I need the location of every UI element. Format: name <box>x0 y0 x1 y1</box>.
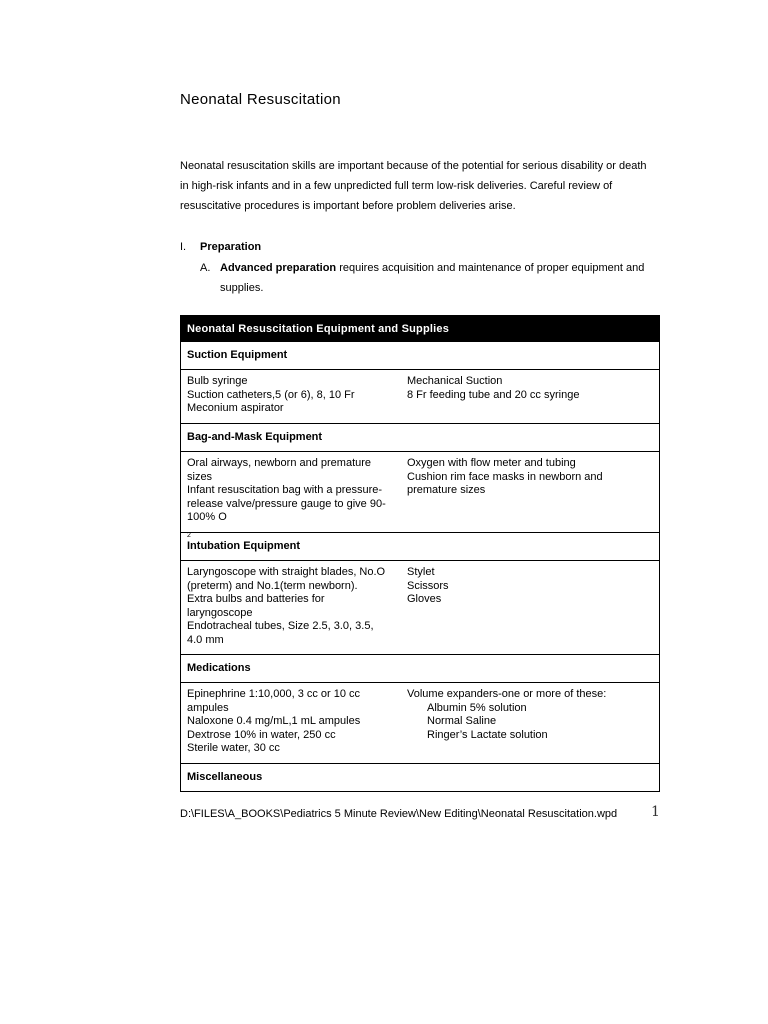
item: Normal Saline <box>427 715 497 727</box>
section-title: Preparation <box>200 241 262 253</box>
subsection-text-cont: supplies. <box>220 282 264 294</box>
item: Mechanical Suction <box>407 375 503 387</box>
equipment-table <box>180 315 660 792</box>
item: Sterile water, 30 cc <box>187 742 280 754</box>
category-bag-mask: Bag-and-Mask Equipment <box>181 423 659 451</box>
item: Bulb syringe <box>187 375 248 387</box>
item-o2-text: 100% O <box>187 511 227 523</box>
item: Oral airways, newborn and premature <box>187 457 372 469</box>
section-number: I. <box>180 241 187 253</box>
category-suction: Suction Equipment <box>181 341 659 369</box>
item: sizes <box>187 470 213 483</box>
section-heading <box>180 237 261 257</box>
subsection-a <box>200 258 660 298</box>
items-left <box>187 457 407 539</box>
item: Suction catheters,5 (or 6), 8, 10 Fr <box>187 388 355 401</box>
page-title: Neonatal Resuscitation <box>180 91 341 108</box>
intro-line: Neonatal resuscitation skills are important because of the potential for serious disability or death <box>180 160 647 172</box>
item: release valve/pressure gauge to give 90- <box>187 497 386 510</box>
item: (preterm) and No.1(term newborn). <box>187 579 358 592</box>
item: Epinephrine 1:10,000, 3 cc or 10 cc <box>187 688 361 700</box>
item: 4.0 mm <box>187 633 224 646</box>
intro-line: resuscitative procedures is important before problem deliveries arise. <box>180 200 516 212</box>
subsection-bold: Advanced preparation <box>220 262 337 274</box>
item: Volume expanders-one or more of these: <box>407 688 607 700</box>
item: Laryngoscope with straight blades, No.O <box>187 566 386 578</box>
items-bag-mask <box>181 451 659 539</box>
item: Ringer’s Lactate solution <box>427 728 548 741</box>
items-suction <box>181 369 659 423</box>
item: laryngoscope <box>187 606 253 619</box>
items-left <box>187 375 407 416</box>
item: Meconium aspirator <box>187 402 284 414</box>
item: 8 Fr feeding tube and 20 cc syringe <box>407 388 580 401</box>
items-left <box>187 566 407 647</box>
item: Endotracheal tubes, Size 2.5, 3.0, 3.5, <box>187 620 374 632</box>
item: ampules <box>187 701 229 714</box>
category-intubation: Intubation Equipment <box>181 532 659 560</box>
o2-subscript: 2 <box>187 531 191 539</box>
subsection-letter: A. <box>200 262 211 274</box>
item: Albumin 5% solution <box>427 701 527 714</box>
intro-paragraph <box>180 156 660 216</box>
item: Infant resuscitation bag with a pressure- <box>187 484 383 496</box>
category-miscellaneous: Miscellaneous <box>181 763 659 791</box>
item: Scissors <box>407 579 449 592</box>
item: Dextrose 10% in water, 250 cc <box>187 728 336 741</box>
items-right <box>407 566 657 647</box>
footer-file-path: D:\FILES\A_BOOKS\Pediatrics 5 Minute Review\New Editing\Neonatal Resuscitation.wpd <box>180 808 618 820</box>
items-left <box>187 688 407 756</box>
category-medications: Medications <box>181 654 659 682</box>
item: Gloves <box>407 593 442 605</box>
item: Naloxone 0.4 mg/mL,1 mL ampules <box>187 715 361 727</box>
table-title: Neonatal Resuscitation Equipment and Supplies <box>181 316 659 341</box>
items-intubation <box>181 560 659 654</box>
item: Oxygen with flow meter and tubing <box>407 457 576 469</box>
item: Stylet <box>407 566 435 578</box>
item: Cushion rim face masks in newborn and <box>407 470 603 483</box>
item: premature sizes <box>407 484 486 496</box>
intro-line: in high-risk infants and in a few unpredicted full term low-risk deliveries. Careful review of <box>180 180 613 192</box>
subsection-text: requires acquisition and maintenance of proper equipment and <box>336 262 645 274</box>
items-right <box>407 457 657 525</box>
items-right <box>407 688 657 756</box>
items-right <box>407 375 657 416</box>
items-medications <box>181 682 659 763</box>
item: Extra bulbs and batteries for <box>187 593 325 605</box>
page-number: 1 <box>651 804 660 820</box>
